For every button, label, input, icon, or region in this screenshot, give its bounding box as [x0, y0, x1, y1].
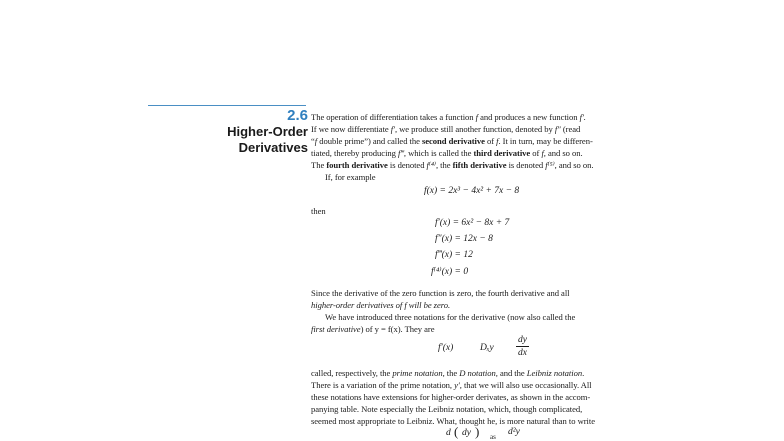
bottom-equation-paren: ( — [454, 424, 459, 439]
leibniz-denominator: dx — [518, 348, 527, 358]
prime-notation: f′(x) — [438, 343, 454, 353]
then-label — [311, 205, 655, 217]
para4-line-5: seemed most appropriate to Leibniz. What, thought he, is more natural than to write — [311, 416, 595, 426]
para1-line-5: The fourth derivative is denoted f⁽⁴⁾, the fifth derivative is denoted f⁽⁵⁾, and so on. — [311, 160, 594, 170]
para3-line-1: We have introduced three notations for the derivative (now also called the — [325, 312, 576, 322]
para1-line-6: If, for example — [325, 172, 376, 182]
para1-line-3: “f double prime”) and called the second derivative of f. It in turn, may be differen- — [311, 136, 593, 146]
equation-main: f(x) = 2x³ − 4x² + 7x − 8 — [424, 186, 520, 196]
bottom-equation-paren-close: ) — [475, 424, 480, 439]
para4-line-3: these notations have extensions for higher-order derivates, as shown in the accom- — [311, 392, 591, 402]
para3-line-2: first derivative) of y = f(x). They are — [311, 324, 435, 334]
para4-line-1: called, respectively, the prime notation, the D notation, and the Leibniz notation. — [311, 368, 585, 378]
paragraph-intro — [311, 111, 655, 183]
bottom-equation-dy: dy — [462, 428, 471, 438]
para4-line-2: There is a variation of the prime notation, y′, that we will also use occasionally. All — [311, 380, 592, 390]
para1-line-2: If we now differentiate f′, we produce still another function, denoted by f″ (read — [311, 124, 581, 134]
leibniz-notation — [516, 334, 529, 359]
derivative-1: f′(x) = 6x² − 8x + 7 — [435, 218, 510, 228]
para1-line-4: tiated, thereby producing f‴, which is called the third derivative of f, and so on. — [311, 148, 583, 158]
derivative-3: f‴(x) = 12 — [435, 250, 473, 260]
leibniz-numerator: dy — [518, 335, 527, 345]
derivative-4: f⁽⁴⁾(x) = 0 — [431, 267, 469, 277]
derivative-2: f″(x) = 12x − 8 — [435, 234, 493, 244]
bottom-equation-d: d — [446, 428, 451, 438]
section-title-line-2: Derivatives — [238, 140, 308, 155]
bottom-equation-d2y: d²y — [508, 427, 520, 437]
section-title-line-1: Higher-Order — [227, 124, 308, 139]
d-notation: Dₓy — [480, 343, 494, 353]
section-rule — [148, 105, 306, 106]
paragraph-zero — [311, 287, 655, 335]
section-number: 2.6 — [287, 107, 308, 124]
bottom-equation-eq: as — [490, 433, 496, 441]
then-word: then — [311, 206, 326, 216]
para1-line-1: The operation of differentiation takes a function f and produces a new function f′. — [311, 112, 586, 122]
para2-line-2: higher-order derivatives of f will be zero. — [311, 300, 451, 310]
paragraph-notations — [311, 367, 655, 427]
para4-line-4: panying table. Note especially the Leibniz notation, which, though complicated, — [311, 404, 583, 414]
para2-line-1: Since the derivative of the zero function is zero, the fourth derivative and all — [311, 288, 570, 298]
section-title — [227, 124, 308, 156]
